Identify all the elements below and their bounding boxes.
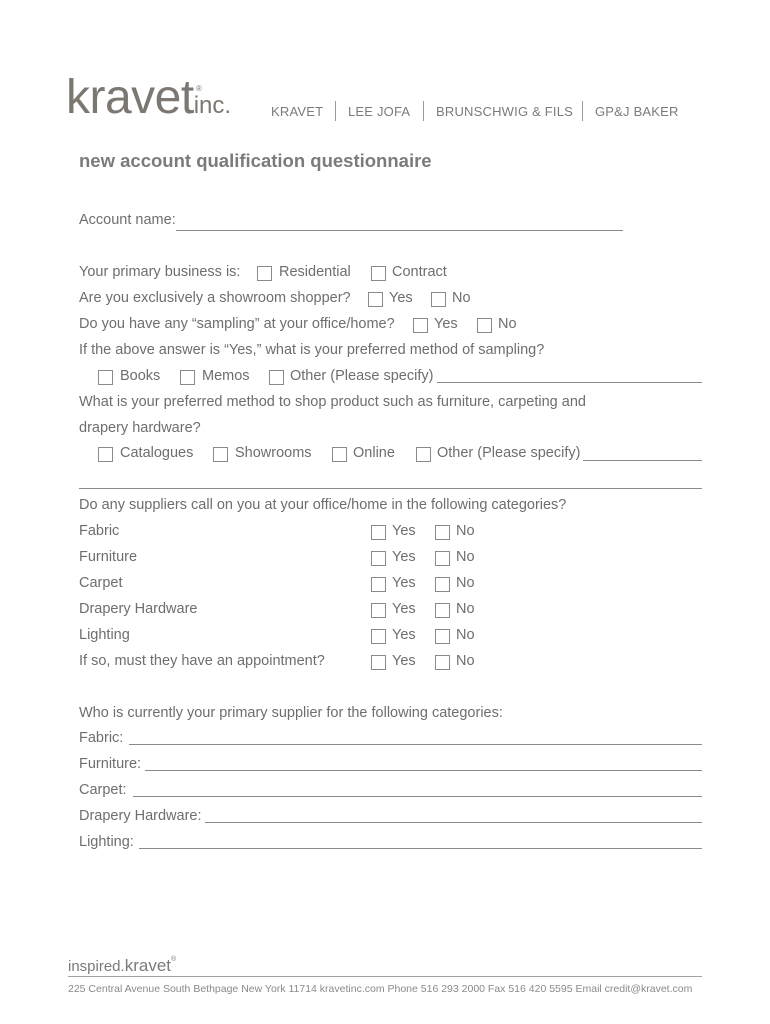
showrooms-label: Showrooms [235, 445, 312, 461]
supplier-fabric-label: Fabric: [79, 730, 124, 746]
yes-checkbox[interactable] [371, 603, 386, 618]
no-checkbox[interactable] [435, 551, 450, 566]
shop-other-field[interactable] [583, 460, 702, 461]
category-label: Drapery Hardware [79, 601, 198, 617]
contract-checkbox[interactable] [371, 266, 386, 281]
category-label: Fabric [79, 523, 120, 539]
yes-label: Yes [392, 549, 416, 565]
sampling-other-checkbox[interactable] [269, 370, 284, 385]
supplier-lighting-field[interactable] [139, 848, 702, 849]
no-checkbox[interactable] [435, 525, 450, 540]
supplier-carpet-label: Carpet: [79, 782, 127, 798]
memos-label: Memos [202, 368, 250, 384]
no-label: No [456, 653, 475, 669]
category-label: If so, must they have an appointment? [79, 653, 325, 669]
catalogues-label: Catalogues [120, 445, 194, 461]
showroom-no-label: No [452, 290, 471, 306]
supplier-fabric-field[interactable] [129, 744, 702, 745]
brand-divider [423, 101, 424, 121]
logo-reg-mark: ® [196, 84, 202, 93]
supplier-furniture-label: Furniture: [79, 756, 142, 772]
logo-suffix: inc. [193, 92, 232, 119]
residential-label: Residential [279, 264, 351, 280]
brand-kravet: KRAVET [271, 104, 324, 119]
showrooms-checkbox[interactable] [213, 447, 228, 462]
footer-tagline [68, 956, 176, 976]
footer-divider [68, 976, 702, 977]
footer-tagline-prefix: inspired. [68, 958, 125, 975]
no-checkbox[interactable] [435, 577, 450, 592]
category-label: Carpet [79, 575, 123, 591]
footer-tagline-brand: kravet [124, 956, 171, 975]
supplier-drapery-label: Drapery Hardware: [79, 808, 202, 824]
yes-checkbox[interactable] [371, 551, 386, 566]
account-name-label: Account name: [79, 212, 176, 228]
sampling-no-checkbox[interactable] [477, 318, 492, 333]
brand-divider [335, 101, 336, 121]
yes-checkbox[interactable] [371, 655, 386, 670]
no-label: No [456, 549, 475, 565]
books-checkbox[interactable] [98, 370, 113, 385]
showroom-yes-label: Yes [389, 290, 413, 306]
books-label: Books [120, 368, 161, 384]
sampling-label: Do you have any “sampling” at your office/home? [79, 316, 395, 332]
brand-lee-jofa: LEE JOFA [348, 104, 411, 119]
category-label: Lighting [79, 627, 130, 643]
supplier-lighting-label: Lighting: [79, 834, 134, 850]
footer-reg-mark: ® [171, 956, 177, 963]
no-label: No [456, 627, 475, 643]
yes-label: Yes [392, 575, 416, 591]
yes-checkbox[interactable] [371, 577, 386, 592]
brand-brunschwig: BRUNSCHWIG & FILS [436, 104, 574, 119]
brand-divider [582, 101, 583, 121]
yes-checkbox[interactable] [371, 629, 386, 644]
no-checkbox[interactable] [435, 603, 450, 618]
online-label: Online [353, 445, 395, 461]
primary-business-label: Your primary business is: [79, 264, 241, 280]
catalogues-checkbox[interactable] [98, 447, 113, 462]
shop-method-label-line1: What is your preferred method to shop product such as furniture, carpeting and [79, 394, 586, 410]
showroom-shopper-label: Are you exclusively a showroom shopper? [79, 290, 351, 306]
shop-other-checkbox[interactable] [416, 447, 431, 462]
no-label: No [456, 601, 475, 617]
sampling-yes-checkbox[interactable] [413, 318, 428, 333]
shop-other-field-line2[interactable] [79, 488, 702, 489]
yes-label: Yes [392, 653, 416, 669]
kravet-logo [66, 70, 231, 125]
yes-label: Yes [392, 601, 416, 617]
supplier-furniture-field[interactable] [145, 770, 702, 771]
page-title: new account qualification questionnaire [79, 150, 432, 171]
showroom-yes-checkbox[interactable] [368, 292, 383, 307]
primary-supplier-label: Who is currently your primary supplier for the following categories: [79, 705, 503, 721]
supplier-drapery-field[interactable] [205, 822, 702, 823]
online-checkbox[interactable] [332, 447, 347, 462]
memos-checkbox[interactable] [180, 370, 195, 385]
footer-address: 225 Central Avenue South Bethpage New York 11714 kravetinc.com Phone 516 293 2000 Fax 516 420 5595 Email credit@kravet.com [68, 983, 693, 995]
logo-word: kravet [66, 71, 194, 124]
no-checkbox[interactable] [435, 655, 450, 670]
shop-other-label: Other (Please specify) [437, 445, 581, 461]
sampling-other-label: Other (Please specify) [290, 368, 434, 384]
sampling-method-label: If the above answer is “Yes,” what is your preferred method of sampling? [79, 342, 545, 358]
sampling-no-label: No [498, 316, 517, 332]
yes-label: Yes [392, 523, 416, 539]
category-label: Furniture [79, 549, 138, 565]
no-label: No [456, 523, 475, 539]
no-label: No [456, 575, 475, 591]
showroom-no-checkbox[interactable] [431, 292, 446, 307]
sampling-yes-label: Yes [434, 316, 458, 332]
shop-method-label-line2: drapery hardware? [79, 420, 201, 436]
no-checkbox[interactable] [435, 629, 450, 644]
suppliers-call-label: Do any suppliers call on you at your office/home in the following categories? [79, 497, 567, 513]
supplier-carpet-field[interactable] [133, 796, 702, 797]
account-name-field[interactable] [176, 230, 623, 231]
brand-gpj-baker: GP&J BAKER [595, 104, 679, 119]
residential-checkbox[interactable] [257, 266, 272, 281]
yes-checkbox[interactable] [371, 525, 386, 540]
sampling-other-field[interactable] [437, 382, 702, 383]
contract-label: Contract [392, 264, 447, 280]
yes-label: Yes [392, 627, 416, 643]
